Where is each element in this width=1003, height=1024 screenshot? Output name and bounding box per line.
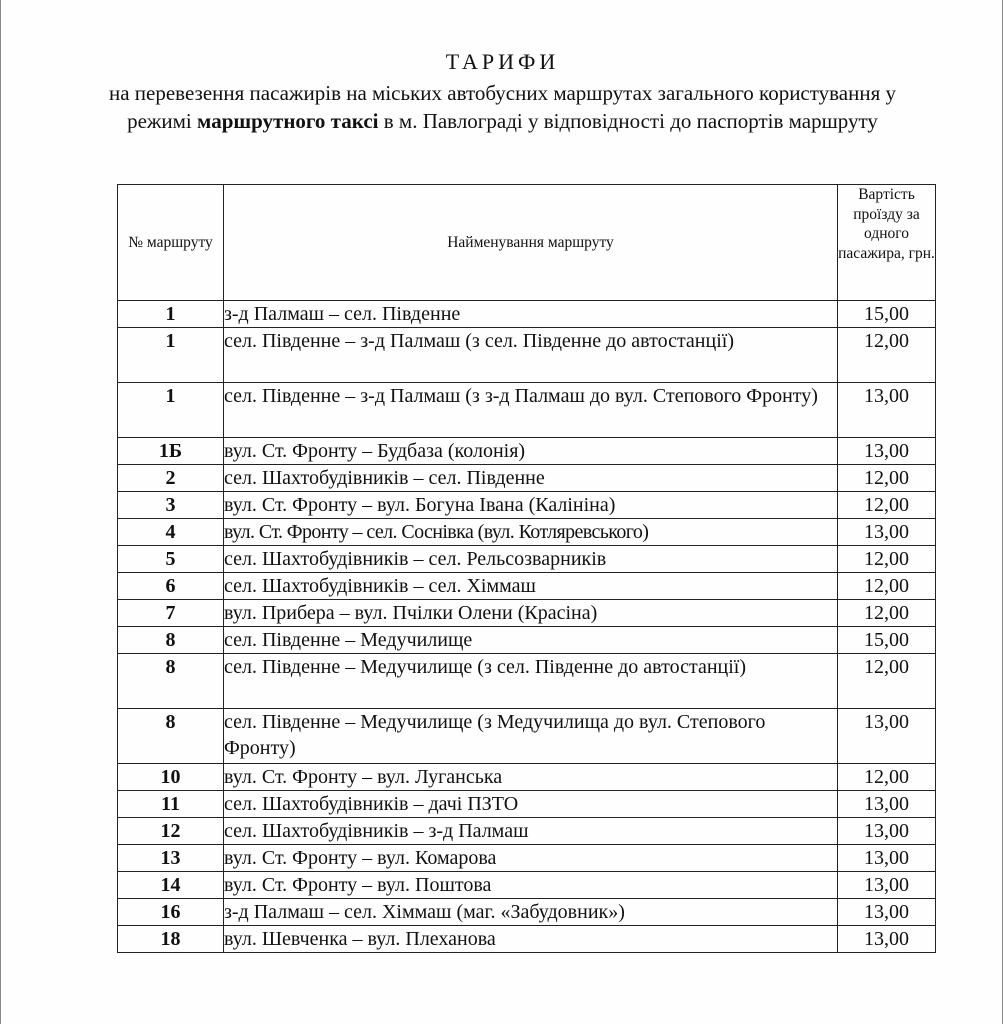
table-row <box>118 899 936 926</box>
header-route-number: № маршруту <box>118 185 224 301</box>
route-name: вул. Ст. Фронту – вул. Поштова <box>224 872 838 899</box>
route-fare: 15,00 <box>838 627 936 654</box>
route-name: вул. Ст. Фронту – вул. Луганська <box>224 764 838 791</box>
table-row <box>118 926 936 953</box>
header-route-name: Найменування маршруту <box>224 185 838 301</box>
table-row <box>118 301 936 328</box>
table-row <box>118 383 936 438</box>
route-fare: 13,00 <box>838 709 936 764</box>
route-number: 8 <box>118 709 224 764</box>
route-name: сел. Південне – Медучилище <box>224 627 838 654</box>
route-number: 6 <box>118 573 224 600</box>
table-row <box>118 573 936 600</box>
route-number: 11 <box>118 791 224 818</box>
route-fare: 13,00 <box>838 818 936 845</box>
route-name: сел. Шахтобудівників – сел. Хіммаш <box>224 573 838 600</box>
table-row <box>118 872 936 899</box>
table-row <box>118 546 936 573</box>
route-number: 10 <box>118 764 224 791</box>
route-fare: 12,00 <box>838 764 936 791</box>
route-number: 18 <box>118 926 224 953</box>
route-name: вул. Ст. Фронту – вул. Комарова <box>224 845 838 872</box>
table-row <box>118 328 936 383</box>
subtitle-text-start: на перевезення пасажирів на міських автобусних маршрутах загального користування у режимі <box>108 81 896 133</box>
route-number: 1 <box>118 328 224 383</box>
route-name: сел. Шахтобудівників – сел. Південне <box>224 465 838 492</box>
route-number: 14 <box>118 872 224 899</box>
route-name: з-д Палмаш – сел. Південне <box>224 301 838 328</box>
table-row <box>118 627 936 654</box>
route-number: 4 <box>118 519 224 546</box>
table-row <box>118 438 936 465</box>
route-number: 3 <box>118 492 224 519</box>
route-fare: 12,00 <box>838 465 936 492</box>
route-number: 16 <box>118 899 224 926</box>
tariffs-table <box>117 184 936 953</box>
route-name: вул. Ст. Фронту – вул. Богуна Івана (Калініна) <box>224 492 838 519</box>
route-name: сел. Південне – Медучилище (з Медучилища до вул. Степового Фронту) <box>224 709 838 764</box>
route-fare: 13,00 <box>838 791 936 818</box>
document-subtitle <box>101 80 904 135</box>
route-fare: 12,00 <box>838 546 936 573</box>
route-fare: 13,00 <box>838 438 936 465</box>
route-fare: 13,00 <box>838 845 936 872</box>
route-name: сел. Шахтобудівників – сел. Рельсозварників <box>224 546 838 573</box>
route-name: вул. Прибера – вул. Пчілки Олени (Красіна) <box>224 600 838 627</box>
route-name: вул. Ст. Фронту – сел. Соснівка (вул. Котляревського) <box>224 519 838 546</box>
table-row <box>118 818 936 845</box>
route-name: вул. Ст. Фронту – Будбаза (колонія) <box>224 438 838 465</box>
document-title: ТАРИФИ <box>445 49 560 74</box>
route-fare: 13,00 <box>838 519 936 546</box>
route-fare: 12,00 <box>838 492 936 519</box>
table-row <box>118 791 936 818</box>
route-name: сел. Шахтобудівників – з-д Палмаш <box>224 818 838 845</box>
table-row <box>118 519 936 546</box>
route-name: сел. Південне – з-д Палмаш (з з-д Палмаш до вул. Степового Фронту) <box>224 383 838 438</box>
route-fare: 12,00 <box>838 600 936 627</box>
table-header-row <box>118 185 936 301</box>
route-fare: 13,00 <box>838 926 936 953</box>
table-row <box>118 600 936 627</box>
table-row <box>118 492 936 519</box>
route-fare: 12,00 <box>838 328 936 383</box>
route-name: сел. Південне – з-д Палмаш (з сел. Південне до автостанції) <box>224 328 838 383</box>
table-row <box>118 845 936 872</box>
route-number: 8 <box>118 654 224 709</box>
header-fare: Вартість проїзду за одного пасажира, грн. <box>838 185 936 301</box>
subtitle-bold-text: маршрутного таксі <box>197 108 379 133</box>
route-number: 5 <box>118 546 224 573</box>
route-fare: 13,00 <box>838 383 936 438</box>
subtitle-text-end: в м. Павлограді у відповідності до паспортів маршруту <box>378 108 878 133</box>
route-fare: 12,00 <box>838 573 936 600</box>
route-name: сел. Шахтобудівників – дачі ПЗТО <box>224 791 838 818</box>
route-name: вул. Шевченка – вул. Плеханова <box>224 926 838 953</box>
route-number: 1 <box>118 383 224 438</box>
route-name: з-д Палмаш – сел. Хіммаш (маг. «Забудовник») <box>224 899 838 926</box>
table-row <box>118 764 936 791</box>
route-name: сел. Південне – Медучилище (з сел. Південне до автостанції) <box>224 654 838 709</box>
route-fare: 15,00 <box>838 301 936 328</box>
route-number: 1 <box>118 301 224 328</box>
route-number: 2 <box>118 465 224 492</box>
table-row <box>118 465 936 492</box>
route-fare: 12,00 <box>838 654 936 709</box>
route-number: 12 <box>118 818 224 845</box>
table-row <box>118 709 936 764</box>
route-fare: 13,00 <box>838 899 936 926</box>
route-fare: 13,00 <box>838 872 936 899</box>
route-number: 7 <box>118 600 224 627</box>
route-number: 1Б <box>118 438 224 465</box>
route-number: 8 <box>118 627 224 654</box>
table-row <box>118 654 936 709</box>
route-number: 13 <box>118 845 224 872</box>
